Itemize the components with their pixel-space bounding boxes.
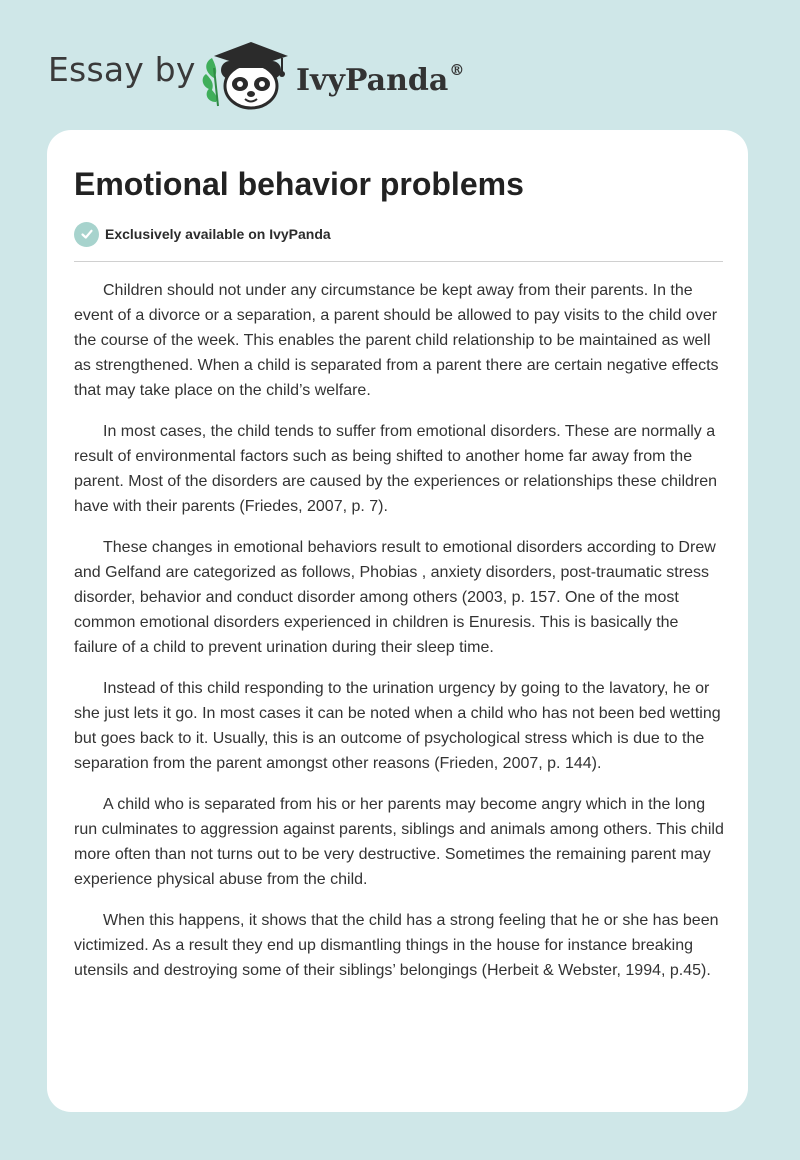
check-circle-icon [74,222,99,247]
paragraph: A child who is separated from his or her parents may become angry which in the long run culminates to aggression against parents, siblings and animals among others. This child more often than not turns out to be very destructive. Sometimes the remaining parent may experience physical abuse from the child. [74,796,724,888]
exclusive-badge [74,221,331,247]
brand-name[interactable] [296,54,464,101]
paragraph: Children should not under any circumstance be kept away from their parents. In the event of a divorce or a separation, a parent should be allowed to pay visits to the child over the course of the week. This enables the parent child relationship to be maintained as well as strengthened. When a child is separated from a parent there are certain negative effects that may take place on the child’s welfare. [74,282,719,399]
paragraph: When this happens, it shows that the child has a strong feeling that he or she has been victimized. As a result they end up dismantling things in the house for instance breaking utensils and destroying some of their siblings’ belongings (Herbeit & Webster, 1994, p.45). [74,912,719,979]
title-divider [74,261,723,262]
article-card [47,130,748,1112]
exclusive-badge-label: Exclusively available on IvyPanda [105,226,331,242]
paragraph: Instead of this child responding to the urination urgency by going to the lavatory, he or she just lets it go. In most cases it can be noted when a child who has not been bed wetting but goes back to it. Usually, this is an outcome of psychological stress which is due to the separation from the parent amongst other reasons (Frieden, 2007, p. 144). [74,680,721,772]
article-body [74,278,726,999]
registered-mark: ® [449,61,465,79]
essay-by-label: Essay by [48,50,196,89]
paragraph: In most cases, the child tends to suffer from emotional disorders. These are normally a result of environmental factors such as being shifted to another home far away from the parent. Most of the disorders are caused by the experiences or relationships these children have with their parents (Friedes, 2007, p. 7). [74,423,718,515]
site-header [0,0,800,130]
panda-graduate-icon [200,38,292,110]
brand-text: IvyPanda [296,63,449,98]
paragraph: These changes in emotional behaviors result to emotional disorders according to Drew and Gelfand are categorized as follows, Phobias , anxiety disorders, post-traumatic stress disorder, behavior and conduct disorder among others (2003, p. 157. One of the most common emotional disorders experienced in children is Enuresis. This is basically the failure of a child to prevent urination during their sleep time. [74,539,716,656]
article-title: Emotional behavior problems [74,166,524,202]
